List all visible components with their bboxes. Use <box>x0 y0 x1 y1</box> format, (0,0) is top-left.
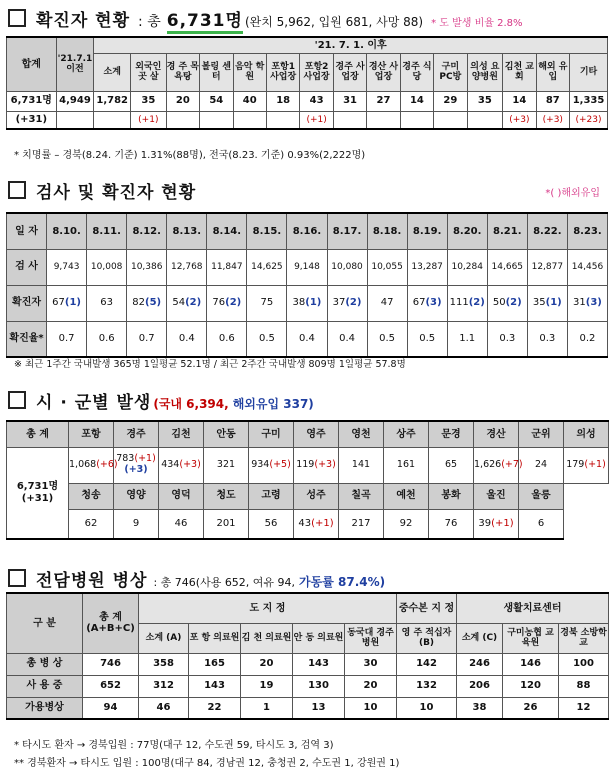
date-cell: 8.22. <box>527 213 567 249</box>
confirmed-value: 1,335 <box>570 91 608 111</box>
confirmed-value: 14 <box>400 91 433 111</box>
confirmed-summary-prefix: : 총 <box>138 14 161 30</box>
region-delta: (+5) <box>269 458 291 470</box>
region-count-cell <box>429 447 474 483</box>
region-name: 청도 <box>204 483 249 509</box>
region-delta: (+3) <box>314 458 336 470</box>
test-count-cell: 14,625 <box>247 249 287 285</box>
region-table <box>6 420 609 540</box>
confirmed-value: 43 <box>300 91 333 111</box>
region-count: 46 <box>174 518 188 529</box>
region-count: 56 <box>264 518 278 529</box>
header-before-july: '21.7.1 이전 <box>56 37 94 91</box>
date-cell: 8.11. <box>87 213 127 249</box>
region-count: 6 <box>537 518 545 529</box>
test-count-cell: 12,877 <box>527 249 567 285</box>
confirmed-cell <box>287 285 327 321</box>
beds-sub-header: 경북 소방학교 <box>559 623 609 653</box>
region-count-cell <box>474 447 523 483</box>
overseas-count: (1) <box>545 297 562 309</box>
region-name: 영주 <box>294 421 339 447</box>
col-header: 경주 식당 <box>400 53 433 91</box>
confirmed-delta <box>200 111 233 129</box>
confirmed-value: 40 <box>233 91 266 111</box>
region-count: 62 <box>84 518 98 529</box>
region-total-delta: (+31) <box>21 492 54 504</box>
overseas-legend-note: *( )해외유입 <box>545 188 600 199</box>
beds-sub-header: 소계 (C) <box>457 623 503 653</box>
date-cell: 8.19. <box>407 213 447 249</box>
beds-provincial-header: 도 지 정 <box>139 593 397 623</box>
rate-cell: 0.4 <box>167 321 207 357</box>
checkbox-square-icon <box>8 569 26 587</box>
header-after-july: '21. 7. 1. 이후 <box>94 37 608 53</box>
rate-cell: 0.4 <box>327 321 367 357</box>
weekly-average-footnote: ※ 최근 1주간 국내발생 365명 1일평균 52.1명 / 최근 2주간 국내발생 809명 1일평균 57.8명 <box>14 359 406 370</box>
rate-cell: 0.2 <box>567 321 607 357</box>
region-delta: (+1) <box>491 518 514 529</box>
region-name: 칠곡 <box>339 483 384 509</box>
empty-cell <box>564 483 609 509</box>
confirmed-delta <box>367 111 400 129</box>
date-cell: 8.14. <box>207 213 247 249</box>
date-cell: 8.13. <box>167 213 207 249</box>
confirmed-detail: (완치 5,962, 입원 681, 사망 88) <box>244 15 424 29</box>
region-count-cell <box>114 447 159 483</box>
confirmed-value: 1,782 <box>94 91 131 111</box>
test-count-cell: 10,055 <box>367 249 407 285</box>
confirmed-count: 31 <box>573 297 586 309</box>
confirmed-cell <box>247 285 287 321</box>
beds-table <box>6 592 609 720</box>
region-overseas: 해외유입 337) <box>232 397 314 411</box>
confirmed-delta <box>467 111 503 129</box>
region-count-cell <box>204 509 249 539</box>
confirmed-delta <box>166 111 199 129</box>
fatality-footnote: * 치명률 – 경북(8.24. 기준) 1.31%(88명), 전국(8.23. 기준) 0.93%(2,222명) <box>14 150 366 161</box>
confirmed-value: 87 <box>536 91 569 111</box>
beds-value: 30 <box>345 653 397 675</box>
confirmed-cell <box>207 285 247 321</box>
beds-sub-header: 김 천 의료원 <box>241 623 293 653</box>
col-header: 포항1 사업장 <box>266 53 299 91</box>
rate-cell: 0.7 <box>47 321 87 357</box>
rate-cell: 0.6 <box>207 321 247 357</box>
date-cell: 8.18. <box>367 213 407 249</box>
checkbox-square-icon <box>8 391 26 409</box>
col-header: 외국인 곳 살 <box>131 53 167 91</box>
confirmed-value: 35 <box>131 91 167 111</box>
region-count: 92 <box>399 518 413 529</box>
confirmed-count: 82 <box>132 297 146 309</box>
beds-gubun-header: 구 분 <box>7 593 83 653</box>
section-tests-title <box>8 178 196 203</box>
beds-value: 652 <box>83 675 139 697</box>
confirmed-title-text: 확진자 현황 <box>36 11 131 31</box>
beds-value: 12 <box>559 697 609 719</box>
beds-summary: : 총 746(사용 652, 여유 94, <box>153 576 296 589</box>
beds-sub-header: 동국대 경주병원 <box>345 623 397 653</box>
region-count: 934 <box>251 458 270 470</box>
confirmed-delta: (+3) <box>503 111 536 129</box>
beds-value: 206 <box>457 675 503 697</box>
region-overseas-delta: (+3) <box>124 464 148 475</box>
beds-value: 38 <box>457 697 503 719</box>
confirmed-count: 38 <box>292 297 306 309</box>
region-name: 영천 <box>339 421 384 447</box>
region-name: 영양 <box>114 483 159 509</box>
region-name: 의성 <box>564 421 609 447</box>
region-name: 문경 <box>429 421 474 447</box>
overseas-count: (2) <box>225 297 242 309</box>
beds-value: 94 <box>83 697 139 719</box>
beds-value: 1 <box>241 697 293 719</box>
region-title-text: 시 · 군별 발생 <box>36 393 152 413</box>
beds-sub-header: 포 항 의료원 <box>189 623 241 653</box>
region-count: 24 <box>534 458 548 470</box>
empty-cell <box>564 509 609 539</box>
region-name: 군위 <box>519 421 564 447</box>
region-count-cell <box>294 447 339 483</box>
transfer-out-footnote: ** 경북환자 → 타시도 입원 : 100명(대구 84, 경남권 12, 충청권 2, 수도권 1, 강원권 1) <box>14 758 400 769</box>
confirmed-delta <box>233 111 266 129</box>
overseas-count: (2) <box>345 297 362 309</box>
confirmed-count: 111 <box>449 297 469 309</box>
test-count-cell: 9,743 <box>47 249 87 285</box>
confirmed-value: 29 <box>434 91 467 111</box>
region-count-cell <box>204 447 249 483</box>
beds-value: 88 <box>559 675 609 697</box>
confirmed-count: 67 <box>52 297 65 309</box>
confirmed-count: 75 <box>260 297 274 309</box>
col-header: 구미 PC방 <box>434 53 467 91</box>
confirmed-count: 67 <box>412 297 426 309</box>
confirmed-delta: (+23) <box>570 111 608 129</box>
col-header: 음악 학원 <box>233 53 266 91</box>
region-name: 청송 <box>69 483 114 509</box>
confirmed-count: 63 <box>100 297 114 309</box>
beds-value: 132 <box>397 675 457 697</box>
test-count-cell: 12,768 <box>167 249 207 285</box>
beds-value: 46 <box>139 697 189 719</box>
col-header: 경산 사업장 <box>367 53 400 91</box>
province-ratio-note: * 도 발생 비율 2.8% <box>431 18 523 29</box>
region-count: 217 <box>351 518 371 529</box>
confirmed-delta <box>333 111 366 129</box>
date-cell: 8.15. <box>247 213 287 249</box>
region-count-cell <box>384 447 429 483</box>
col-header: 김천 교회 <box>503 53 536 91</box>
overseas-count: (2) <box>468 297 485 309</box>
rate-cell: 0.3 <box>527 321 567 357</box>
region-count-cell <box>519 447 564 483</box>
region-count-cell <box>69 447 118 483</box>
overseas-count: (2) <box>185 297 202 309</box>
overseas-count: (5) <box>145 297 162 309</box>
beds-value: 165 <box>189 653 241 675</box>
confirmed-cell <box>367 285 407 321</box>
beds-value: 10 <box>345 697 397 719</box>
region-count-cell <box>474 509 519 539</box>
region-count: 65 <box>444 458 458 470</box>
region-delta: (+6) <box>96 458 118 470</box>
region-total-cell <box>7 447 69 539</box>
region-count-cell <box>429 509 474 539</box>
section-region-title <box>8 388 314 413</box>
region-delta: (+3) <box>179 458 201 470</box>
beds-row-label: 총 병 상 <box>7 653 83 675</box>
confirmed-value: 35 <box>467 91 503 111</box>
region-name: 안동 <box>204 421 249 447</box>
confirmed-cell <box>47 285 87 321</box>
region-count: 201 <box>216 518 236 529</box>
date-cell: 8.17. <box>327 213 367 249</box>
beds-value: 26 <box>503 697 559 719</box>
test-label: 검 사 <box>7 249 47 285</box>
confirmed-cell <box>487 285 527 321</box>
region-count: 783 <box>116 453 135 465</box>
date-cell: 8.23. <box>567 213 607 249</box>
region-count: 1,626 <box>474 458 502 470</box>
confirmed-value: 54 <box>200 91 233 111</box>
confirmed-cell <box>167 285 207 321</box>
col-header: 볼링 센터 <box>200 53 233 91</box>
beds-value: 10 <box>397 697 457 719</box>
region-count-cell <box>249 509 294 539</box>
region-name: 성주 <box>294 483 339 509</box>
col-header: 포항2 사업장 <box>300 53 333 91</box>
region-name: 영덕 <box>159 483 204 509</box>
rate-cell: 1.1 <box>447 321 487 357</box>
region-count-cell <box>159 509 204 539</box>
confirmed-delta <box>266 111 299 129</box>
col-header: 소계 <box>94 53 131 91</box>
test-count-cell: 10,008 <box>87 249 127 285</box>
region-name: 포항 <box>69 421 114 447</box>
section-confirmed-title <box>8 6 523 34</box>
region-count-cell <box>249 447 294 483</box>
confirmed-value: 14 <box>503 91 536 111</box>
region-name: 구미 <box>249 421 294 447</box>
region-delta: (+1) <box>134 453 156 465</box>
test-count-cell: 11,847 <box>207 249 247 285</box>
confirmed-table <box>6 36 608 130</box>
rate-cell: 0.5 <box>247 321 287 357</box>
confirmed-cell <box>87 285 127 321</box>
region-domestic: (국내 6,394, <box>153 397 229 411</box>
date-cell: 8.12. <box>127 213 167 249</box>
region-name: 경주 <box>114 421 159 447</box>
region-name: 울진 <box>474 483 519 509</box>
region-total-value: 6,731명 <box>16 481 59 493</box>
row-before-value: 4,949 <box>56 91 94 111</box>
row-total-value: 6,731명 <box>7 91 57 111</box>
beds-sub-header: 영 주 적십자(B) <box>397 623 457 653</box>
overseas-count: (3) <box>425 297 442 309</box>
confirmed-delta: (+1) <box>300 111 333 129</box>
region-count-cell <box>519 509 564 539</box>
overseas-count: (1) <box>64 297 82 309</box>
region-count: 9 <box>132 518 140 529</box>
tests-title-text: 검사 및 확진자 현황 <box>36 183 197 203</box>
date-cell: 8.21. <box>487 213 527 249</box>
transfer-in-footnote: * 타시도 환자 → 경북입원 : 77명(대구 12, 수도권 59, 타시도 3, 검역 3) <box>14 740 334 751</box>
test-count-cell: 13,287 <box>407 249 447 285</box>
confirmed-cell <box>327 285 367 321</box>
confirmed-count: 35 <box>532 297 546 309</box>
region-count: 43 <box>298 518 312 529</box>
beds-life-center-header: 생활치료센터 <box>457 593 609 623</box>
confirmed-value: 20 <box>166 91 199 111</box>
beds-value: 246 <box>457 653 503 675</box>
confirmed-value: 31 <box>333 91 366 111</box>
beds-value: 142 <box>397 653 457 675</box>
test-count-cell: 10,284 <box>447 249 487 285</box>
beds-value: 20 <box>241 653 293 675</box>
date-cell: 8.16. <box>287 213 327 249</box>
region-count: 76 <box>444 518 458 529</box>
region-count: 39 <box>478 518 492 529</box>
beds-sub-header: 안 동 의료원 <box>293 623 345 653</box>
test-count-cell: 9,148 <box>287 249 327 285</box>
beds-value: 13 <box>293 697 345 719</box>
confirmed-count: 50 <box>492 297 506 309</box>
region-count-cell <box>564 447 609 483</box>
rate-cell: 0.7 <box>127 321 167 357</box>
region-name: 봉화 <box>429 483 474 509</box>
overseas-count: (1) <box>305 297 322 309</box>
beds-value: 20 <box>345 675 397 697</box>
beds-sub-header: 소계 (A) <box>139 623 189 653</box>
confirmed-delta <box>400 111 433 129</box>
region-count-cell <box>114 509 159 539</box>
col-header: 기타 <box>570 53 608 91</box>
region-name: 예천 <box>384 483 429 509</box>
region-delta: (+7) <box>501 458 523 470</box>
region-count: 161 <box>396 458 416 470</box>
region-count: 1,068 <box>69 458 97 470</box>
region-count-cell <box>339 509 384 539</box>
test-count-cell: 14,456 <box>567 249 607 285</box>
beds-row-label: 가용병상 <box>7 697 83 719</box>
region-count-cell <box>339 447 384 483</box>
col-header: 경주 사업장 <box>333 53 366 91</box>
rate-cell: 0.6 <box>87 321 127 357</box>
date-cell: 8.20. <box>447 213 487 249</box>
confirmed-count: 47 <box>380 297 394 309</box>
test-count-cell: 14,665 <box>487 249 527 285</box>
section-beds-title <box>8 566 385 591</box>
row-total-delta: (+31) <box>7 111 57 129</box>
beds-central-header: 중수본 지 정 <box>397 593 457 623</box>
region-count: 179 <box>566 458 585 470</box>
confirmed-delta <box>434 111 467 129</box>
beds-value: 312 <box>139 675 189 697</box>
rate-cell: 0.5 <box>367 321 407 357</box>
rate-cell: 0.4 <box>287 321 327 357</box>
beds-value: 120 <box>503 675 559 697</box>
test-count-cell: 10,386 <box>127 249 167 285</box>
beds-value: 746 <box>83 653 139 675</box>
confirmed-value: 27 <box>367 91 400 111</box>
confirmed-count: 37 <box>332 297 346 309</box>
rate-label: 확진율* <box>7 321 47 357</box>
checkbox-square-icon <box>8 9 26 27</box>
beds-value: 146 <box>503 653 559 675</box>
region-delta: (+1) <box>311 518 334 529</box>
confirmed-delta: (+1) <box>131 111 167 129</box>
beds-value: 19 <box>241 675 293 697</box>
confirmed-label: 확진자 <box>7 285 47 321</box>
confirmed-delta: (+3) <box>536 111 569 129</box>
beds-title-text: 전담병원 병상 <box>36 571 148 591</box>
header-total: 합계 <box>7 37 57 91</box>
region-delta: (+1) <box>584 458 606 470</box>
beds-total-header: 총 계 (A+B+C) <box>83 593 139 653</box>
confirmed-count: 54 <box>172 297 186 309</box>
tests-table <box>6 212 608 358</box>
beds-row-label: 사 용 중 <box>7 675 83 697</box>
overseas-count: (3) <box>585 297 602 309</box>
region-count-cell <box>159 447 204 483</box>
beds-value: 358 <box>139 653 189 675</box>
beds-value: 22 <box>189 697 241 719</box>
col-header: 해외 유입 <box>536 53 569 91</box>
confirmed-cell <box>527 285 567 321</box>
confirmed-delta <box>94 111 131 129</box>
region-count-cell <box>69 509 114 539</box>
confirmed-cell <box>407 285 447 321</box>
region-name: 경산 <box>474 421 519 447</box>
region-total-label: 총 계 <box>7 421 69 447</box>
beds-value: 143 <box>293 653 345 675</box>
confirmed-count: 76 <box>212 297 226 309</box>
date-label: 일 자 <box>7 213 47 249</box>
beds-rate: 가동률 87.4%) <box>299 575 386 589</box>
confirmed-cell <box>127 285 167 321</box>
confirmed-value: 18 <box>266 91 299 111</box>
col-header: 경 주 목욕탕 <box>166 53 199 91</box>
col-header: 의성 요양병원 <box>467 53 503 91</box>
region-name: 고령 <box>249 483 294 509</box>
region-name: 울릉 <box>519 483 564 509</box>
confirmed-cell <box>567 285 607 321</box>
region-count: 321 <box>216 458 236 470</box>
beds-value: 130 <box>293 675 345 697</box>
beds-value: 100 <box>559 653 609 675</box>
overseas-count: (2) <box>505 297 522 309</box>
test-count-cell: 10,080 <box>327 249 367 285</box>
beds-sub-header: 구미농협 교육원 <box>503 623 559 653</box>
region-name: 상주 <box>384 421 429 447</box>
confirmed-cell <box>447 285 487 321</box>
date-cell: 8.10. <box>47 213 87 249</box>
region-name: 김천 <box>159 421 204 447</box>
rate-cell: 0.3 <box>487 321 527 357</box>
region-count: 141 <box>351 458 371 470</box>
beds-value: 143 <box>189 675 241 697</box>
checkbox-square-icon <box>8 181 26 199</box>
row-before-delta <box>56 111 94 129</box>
region-count: 119 <box>296 458 315 470</box>
region-count-cell <box>384 509 429 539</box>
confirmed-total: 6,731명 <box>167 6 243 34</box>
region-count-cell <box>294 509 339 539</box>
region-count: 434 <box>161 458 180 470</box>
rate-cell: 0.5 <box>407 321 447 357</box>
